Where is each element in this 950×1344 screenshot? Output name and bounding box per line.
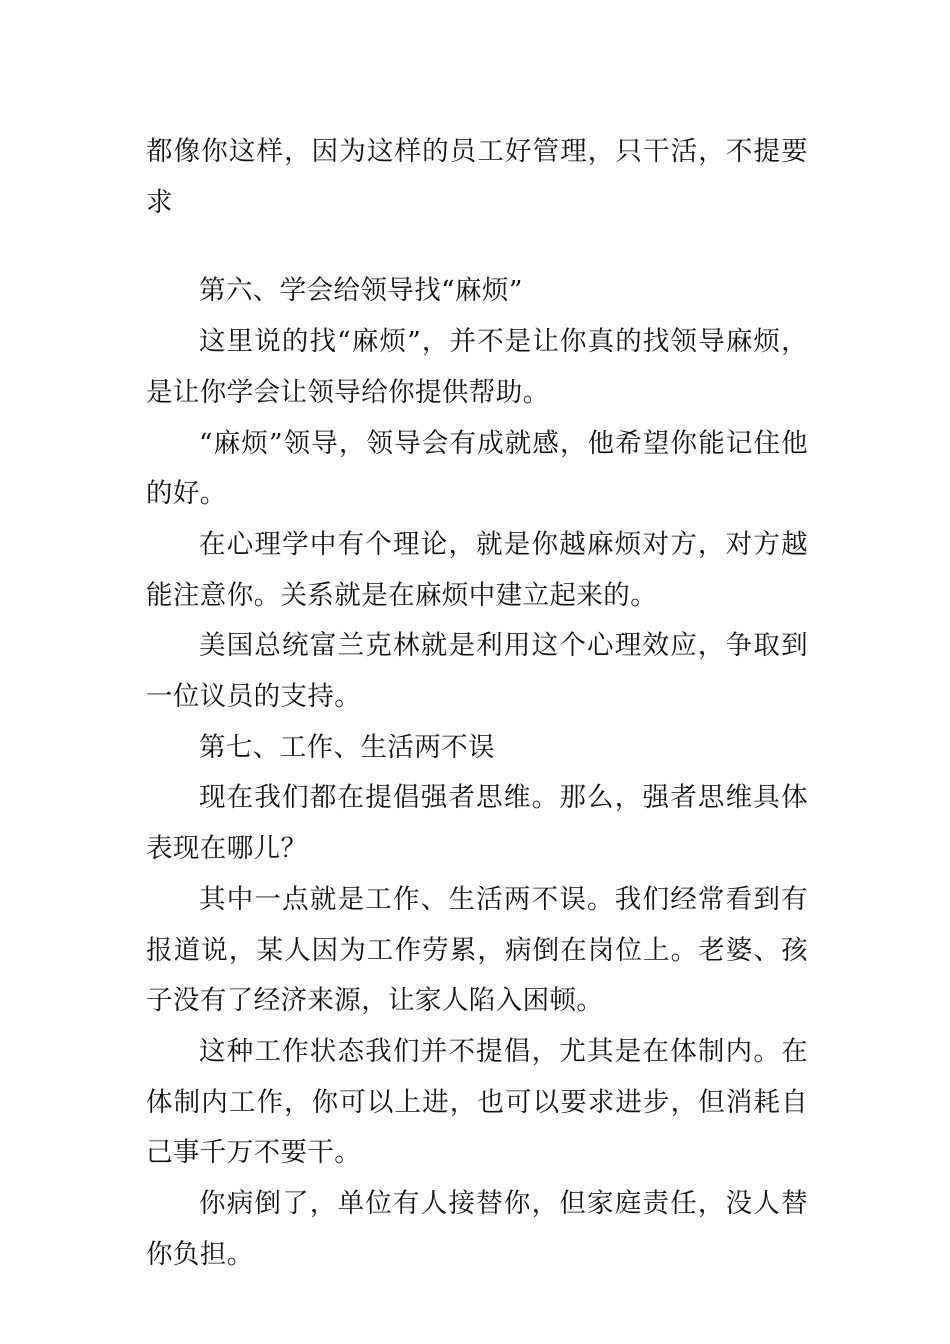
paragraph: 这种工作状态我们并不提倡，尤其是在体制内。在体制内工作，你可以上进，也可以要求进步，但消耗自己事千万不要干。 — [146, 1035, 808, 1169]
paragraph-continuation: 都像你这样，因为这样的员工好管理，只干活，不提要求 — [146, 136, 808, 218]
paragraph: 美国总统富兰克林就是利用这个心理效应，争取到一位议员的支持。 — [146, 630, 808, 713]
paragraph: “麻烦”领导，领导会有成就感，他希望你能记住他的好。 — [146, 427, 808, 510]
section-heading-six: 第六、学会给领导找“麻烦” — [199, 275, 523, 307]
paragraph: 这里说的找“麻烦”，并不是让你真的找领导麻烦，是让你学会让领导给你提供帮助。 — [146, 326, 808, 408]
paragraph: 在心理学中有个理论，就是你越麻烦对方，对方越能注意你。关系就是在麻烦中建立起来的。 — [146, 528, 808, 611]
paragraph: 你病倒了，单位有人接替你，但家庭责任，没人替你负担。 — [146, 1188, 808, 1270]
section-heading-seven: 第七、工作、生活两不误 — [199, 731, 495, 763]
paragraph: 其中一点就是工作、生活两不误。我们经常看到有报道说，某人因为工作劳累，病倒在岗位上。老婆、孩子没有了经济来源，让家人陷入困顿。 — [146, 883, 808, 1017]
document-body — [146, 127, 808, 1280]
paragraph: 现在我们都在提倡强者思维。那么，强者思维具体表现在哪儿？ — [146, 782, 808, 865]
